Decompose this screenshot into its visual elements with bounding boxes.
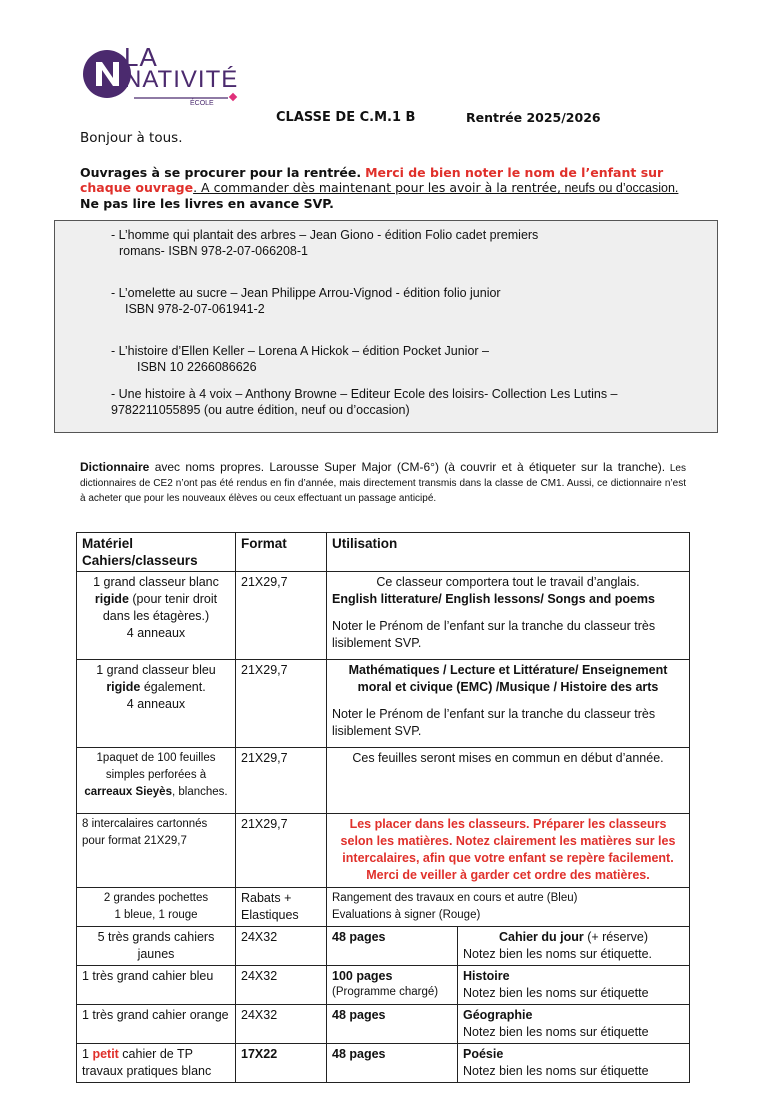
book-item: - L’omelette au sucre – Jean Philippe Arrou-Vignod - édition folio junior ISBN 978-2-07-061941-2 xyxy=(111,286,501,316)
table-row: 1paquet de 100 feuilles simples perforées à carreaux Sieyès, blanches. 21X29,7 Ces feuilles seront mises en commun en début d’année. xyxy=(77,748,690,814)
books-box xyxy=(54,220,718,433)
dictionnaire-paragraph xyxy=(80,460,686,505)
table-header: Matériel Cahiers/classeurs Format Utilisation xyxy=(77,533,690,572)
table-row: 1 grand classeur blanc rigide (pour tenir droit dans les étagères.) 4 anneaux 21X29,7 Ce classeur comportera tout le travail d’anglais. English litterature/ English lessons/ Songs and poems Noter le Prénom de l’enfant sur la tranche du classeur très lisiblement SVP. xyxy=(77,572,690,660)
rentree-label: Rentrée 2025/2026 xyxy=(466,110,601,125)
intro-p3: . A commander dès maintenant pour les avoir à la rentrée, xyxy=(193,180,561,195)
intro-p1: Ouvrages à se procurer pour la rentrée. xyxy=(80,165,362,180)
table-row: 1 très grand cahier bleu 24X32 100 pages (Programme chargé) Histoire Notez bien les noms sur étiquette xyxy=(77,966,690,1005)
intro-p2: Merci de bien noter le nom de l’enfant sur chaque ouvrage xyxy=(80,165,664,195)
class-title: CLASSE DE C.M.1 B xyxy=(276,110,416,125)
dico-label: Dictionnaire xyxy=(80,460,150,474)
table-row: 5 très grands cahiers jaunes 24X32 48 pages Cahier du jour (+ réserve) Notez bien les noms sur étiquette. xyxy=(77,927,690,966)
intro-p5: Ne pas lire les livres en avance SVP. xyxy=(80,196,334,211)
table-row: 2 grandes pochettes 1 bleue, 1 rouge Rabats + Elastiques Rangement des travaux en cours et autre (Bleu) Evaluations à signer (Rouge) xyxy=(77,888,690,927)
table-row: 1 grand classeur bleu rigide également. 4 anneaux 21X29,7 Mathématiques / Lecture et Littérature/ Enseignement moral et civique (EMC) /Musique / Histoire des arts Noter le Prénom de l’enfant sur la tranche du classeur très lisiblement SVP. xyxy=(77,660,690,748)
dico-note: Les dictionnaires de CE2 n’ont pas été rendus en fin d’année, mais directement transmis dans la classe de CM1. Aussi, ce dictionnaire n’est à acheter que pour les nouveaux élèves ou ceux effectuant un passage anticipé. xyxy=(80,463,686,504)
logo-line1: LA xyxy=(124,42,158,72)
materiel-table xyxy=(76,532,690,1083)
logo-sub: ÉCOLE xyxy=(190,100,214,107)
intro-paragraph xyxy=(80,165,690,211)
book-item: - L’histoire d’Ellen Keller – Lorena A Hickok – édition Pocket Junior – ISBN 10 2266086626 xyxy=(111,344,489,374)
book-item: - L’homme qui plantait des arbres – Jean Giono - édition Folio cadet premiers romans- ISBN 978-2-07-066208-1 xyxy=(111,228,539,258)
logo-line2: NATIVITÉ xyxy=(124,66,239,93)
table-row: 1 très grand cahier orange 24X32 48 pages Géographie Notez bien les noms sur étiquette xyxy=(77,1005,690,1044)
greeting: Bonjour à tous. xyxy=(80,130,183,146)
table-row: 1 petit cahier de TP travaux pratiques blanc 17X22 48 pages Poésie Notez bien les noms sur étiquette xyxy=(77,1044,690,1083)
dico-main: avec noms propres. Larousse Super Major (CM-6°) (à couvrir et à étiqueter sur la tranche). xyxy=(149,460,666,474)
intro-p4: neufs ou d’occasion. xyxy=(560,181,679,195)
book-item: - Une histoire à 4 voix – Anthony Browne – Editeur Ecole des loisirs- Collection Les Lutins – 9782211055895 (ou autre édition, neuf ou d’occasion) xyxy=(111,387,618,417)
school-logo xyxy=(82,44,242,110)
table-row: 8 intercalaires cartonnés pour format 21X29,7 21X29,7 Les placer dans les classeurs. Préparer les classeurs selon les matières. Notez clairement les matières sur les intercalaires, afin que votre enfant se repère facilement. Merci de veiller à garder cet ordre des matières. xyxy=(77,814,690,888)
